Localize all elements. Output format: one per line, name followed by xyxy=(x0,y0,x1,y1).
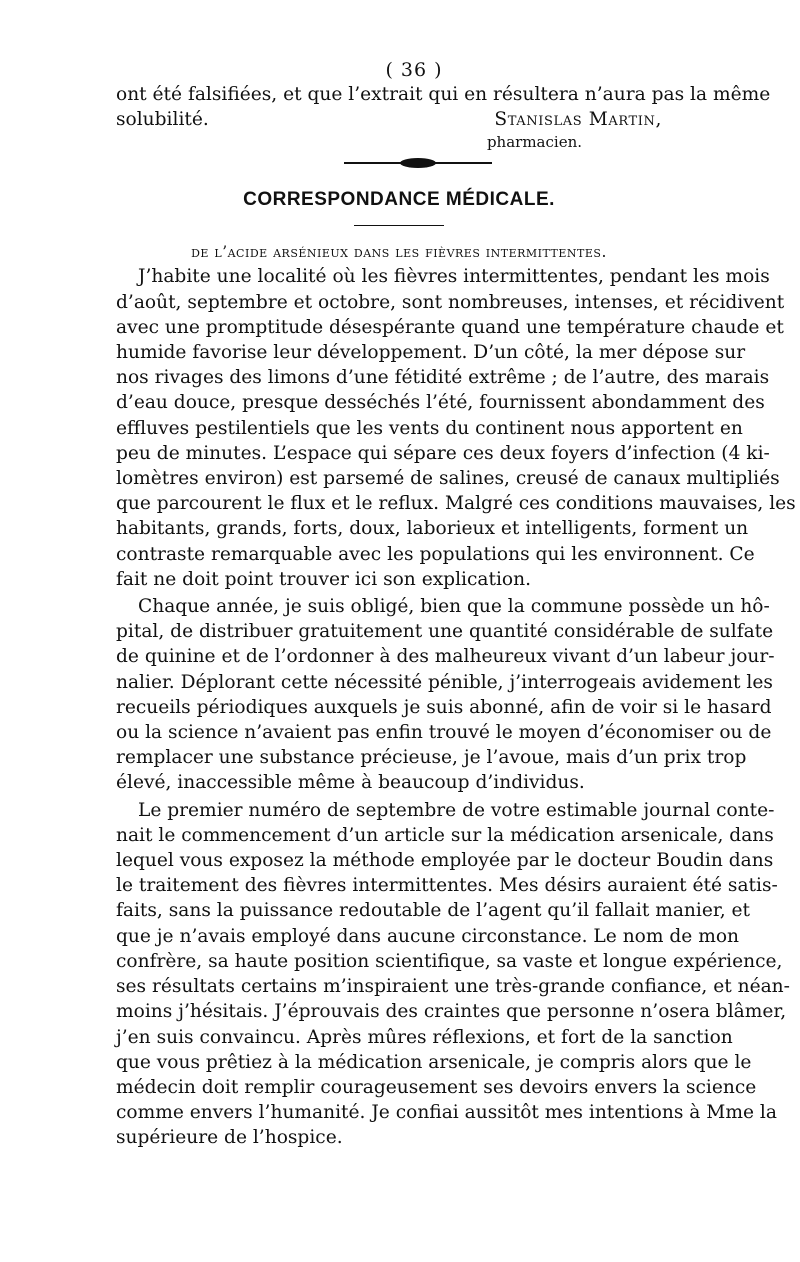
text-line: faits, sans la puissance redoutable de l’agent qu’il fallait manier, et xyxy=(116,900,751,922)
text-line: fait ne doit point trouver ici son explication. xyxy=(116,568,531,590)
text-line: J’habite une localité où les fièvres intermittentes, pendant les mois xyxy=(138,266,770,288)
text-line: avec une promptitude désespérante quand une température chaude et xyxy=(116,316,784,338)
paragraph xyxy=(116,264,796,592)
text-line: lequel vous exposez la méthode employée par le docteur Boudin dans xyxy=(116,850,774,872)
text-line: supérieure de l’hospice. xyxy=(116,1127,343,1149)
ornament-divider xyxy=(116,156,682,170)
text-line: que vous prêtiez à la médication arsenicale, je compris alors que le xyxy=(116,1051,752,1073)
heading-rule xyxy=(354,225,444,226)
text-line: ses résultats certains m’inspiraient une très-grande confiance, et néan- xyxy=(116,976,790,998)
text-line: humide favorise leur développement. D’un côté, la mer dépose sur xyxy=(116,342,746,364)
text-line: nalier. Déplorant cette nécessité pénible, j’interrogeais avidement les xyxy=(116,671,773,693)
text-line: d’août, septembre et octobre, sont nombreuses, intenses, et récidivent xyxy=(116,291,785,313)
text-line: effluves pestilentiels que les vents du continent nous apportent en xyxy=(116,417,743,439)
text-line: comme envers l’humanité. Je confiai aussitôt mes intentions à Mme la xyxy=(116,1102,777,1124)
text-line: nait le commencement d’un article sur la médication arsenicale, dans xyxy=(116,824,774,846)
text-line: ou la science n’avaient pas enfin trouvé le moyen d’économiser ou de xyxy=(116,722,772,744)
section-heading: CORRESPONDANCE MÉDICALE. xyxy=(243,189,555,211)
signature-name: Stanislas Martin, xyxy=(494,109,662,131)
text-line: de quinine et de l’ordonner à des malheureux vivant d’un labeur jour- xyxy=(116,646,775,668)
paragraph xyxy=(116,798,790,1151)
intro-line: ont été falsifiées, et que l’extrait qui en résultera n’aura pas la même xyxy=(116,84,771,105)
page-number: ( 36 ) xyxy=(385,59,443,81)
text-line: remplacer une substance précieuse, je l’avoue, mais d’un prix trop xyxy=(116,747,747,769)
text-line: nos rivages des limons d’une fétidité extrême ; de l’autre, des marais xyxy=(116,367,770,389)
intro-last-line: solubilité. xyxy=(116,109,209,131)
text-line: recueils périodiques auxquels je suis abonné, afin de voir si le hasard xyxy=(116,696,772,718)
text-line: moins j’hésitais. J’éprouvais des craintes que personne n’osera blâmer, xyxy=(116,1001,787,1023)
text-line: habitants, grands, forts, doux, laborieux et intelligents, forment un xyxy=(116,518,749,540)
text-line: pital, de distribuer gratuitement une quantité considérable de sulfate xyxy=(116,621,774,643)
text-line: confrère, sa haute position scientifique, sa vaste et longue expérience, xyxy=(116,950,783,972)
text-line: médecin doit remplir courageusement ses devoirs envers la science xyxy=(116,1076,757,1098)
article-subheading: de l’acide arsénieux dans les fièvres intermittentes. xyxy=(191,243,607,262)
paragraph xyxy=(116,594,775,796)
text-line: le traitement des fièvres intermittentes. Mes désirs auraient été satis- xyxy=(116,875,778,897)
text-line: que je n’avais employé dans aucune circonstance. Le nom de mon xyxy=(116,925,740,947)
signature-role: pharmacien. xyxy=(486,133,582,152)
text-line: élevé, inaccessible même à beaucoup d’individus. xyxy=(116,772,585,794)
text-line: lomètres environ) est parsemé de salines, creusé de canaux multipliés xyxy=(116,468,780,490)
text-line: d’eau douce, presque desséchés l’été, fournissent abondamment des xyxy=(116,392,765,414)
text-line: peu de minutes. L’espace qui sépare ces deux foyers d’infection (4 ki- xyxy=(116,442,770,464)
document-page xyxy=(116,58,796,1151)
text-line: Le premier numéro de septembre de votre estimable journal conte- xyxy=(138,799,775,821)
text-line: j’en suis convaincu. Après mûres réflexions, et fort de la sanction xyxy=(116,1026,733,1048)
text-line: Chaque année, je suis obligé, bien que la commune possède un hô- xyxy=(138,596,770,618)
text-line: contraste remarquable avec les populations qui les environnent. Ce xyxy=(116,543,755,565)
text-line: que parcourent le flux et le reflux. Malgré ces conditions mauvaises, les xyxy=(116,493,796,515)
article-body xyxy=(116,264,796,1150)
signature-line xyxy=(116,107,682,132)
